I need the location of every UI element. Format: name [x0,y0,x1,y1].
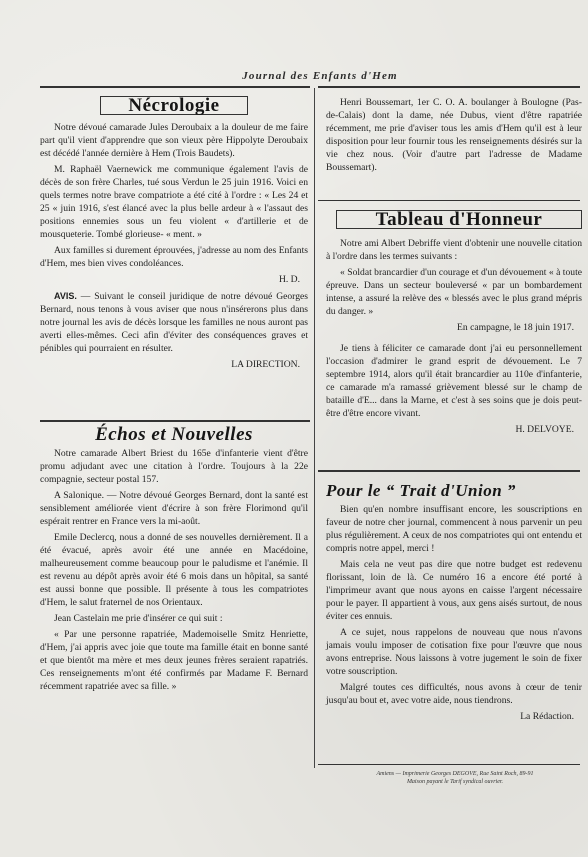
rule-top-right [318,86,580,88]
signature: H. D. [278,274,300,285]
trait-heading: Pour le “ Trait d'Union ” [326,481,516,500]
honneur-paragraph: Je tiens à féliciter ce camarade dont j'ai eu personnellement l'occasion d'admirer le grand esprit de dévouement. Le 7 septembre 1914, alors qu'il était brancardier au 110e d'infanterie, ce camarade m'a ramassé grièvement blessé sur le champ de bataille d'E... dans la Marne, et c'est à ses soins que je dois peut-être d'être encore vivant. [326,343,582,419]
necrologie-paragraph: Notre dévoué camarade Jules Deroubaix a la douleur de me faire part qu'il vient d'apprendre que son vieux père Hippolyte Deroubaix est décédé l'année dernière à Hem (Trois Baudets). [40,122,308,159]
signature: H. DELVOYE. [515,424,574,435]
honneur-heading: Tableau d'Honneur [336,210,582,229]
echos-paragraph: A Salonique. — Notre dévoué Georges Bernard, dont la santé est sensiblement améliorée vient d'écrire à son frère Florimond qu'il espérait rentrer en France vers la mi-août. [40,490,308,527]
avis-label: AVIS. [54,291,77,301]
echos-heading: Échos et Nouvelles [95,424,253,445]
printer-line: Amiens — Imprimerie Georges DEGOVE, Rue Saint Roch, 89-91 [376,771,534,777]
necrologie-paragraph: M. Raphaël Vaernewick me communique également l'avis de décès de son frère Charles, tué sous Verdun le 25 juin 1916. Voici en quels termes notre brave compatriote a été cité à l'ordre : « Les 24 et 25 « juin 1916, s'est élancé avec la plus belle ardeur à « l'assaut des positions ennemies sous un feu violent « d'artillerie et de mousqueterie. Tombé glorieuse- « ment. » [40,164,308,240]
section-rule [318,470,580,472]
trait-paragraph: Mais cela ne veut pas dire que notre budget est redevenu florissant, loin de là. Ce numéro 16 a encore été porté à l'imprimeur avant que nous ayons en caisse l'argent nécessaire pour le payer. Il appartient à vous, aux gens aisés surtout, de nous éviter ces ennuis. [326,559,582,622]
printer-line: Maison payant le Tarif syndical ouvrier. [406,779,504,785]
necrologie-heading: Nécrologie [100,96,248,115]
echos-paragraph: Emile Declercq, nous a donné de ses nouvelles dernièrement. Il a été évacué, après avoir été une année en Macédoine, malheureusement comme beaucoup pour le paludisme et l'anémie. Il est revenu au dépôt après avoir été 6 mois dans un hôpital, sa santé est aussi bonne que possible. Il présente à tous les compatriotes d'Hem, le salut fraternel de nos Orientaux. [40,532,308,608]
echos-paragraph: « Par une personne rapatriée, Mademoiselle Smitz Henriette, d'Hem, j'ai appris avec joie que toute ma famille était en bonne santé et que bientôt ma mère et mes deux jeunes frères seraient rapatriés. Ces renseignements m'ont été confirmés par Madame F. Bernard récemment rapatriée avec sa fille. » [40,629,308,692]
honneur-section [326,210,582,440]
trait-section [326,481,582,727]
avis-text: — Suivant le conseil juridique de notre dévoué Georges Bernard, nous tenons à vous aviser que nous n'insérerons plus dans notre journal les avis de décès lorsque les familles ne nous auront pas averti elles-mêmes. Ceci afin d'éviter des conséquences graves et pénibles qui pourraient en résulter. [40,291,308,354]
left-column [40,96,308,375]
boussemart-paragraph: Henri Boussemart, 1er C. O. A. boulanger à Boulogne (Pas-de-Calais) dont la dame, née Dubus, vient d'être rapatriée récemment, me prie d'aviser tous les amis d'Hem qu'il est à leur disposition pour leur fournir tous les renseignements désirés sur la vie chez nous. (Voir d'autre part l'adresse de Madame Boussemart). [326,97,582,173]
trait-paragraph: A ce sujet, nous rappelons de nouveau que nous n'avons jamais voulu imposer de cotisation fixe pour l'œuvre que nous avons entreprise. Nous laissons à votre jugement le soin de fixer votre souscription. [326,627,582,677]
signature: LA DIRECTION. [231,359,300,370]
trait-paragraph: Bien qu'en nombre insuffisant encore, les souscriptions en faveur de notre cher journal, commencent à nous parvenir un peu plus régulièrement. A ceux de nos compatriotes qui ont entendu et compris notre appel, merci ! [326,504,582,554]
column-divider [314,88,315,768]
signature: La Rédaction. [520,711,574,722]
trait-paragraph: Malgré toutes ces difficultés, nous avons à cœur de tenir jusqu'au bout et, avec votre aide, nous tiendrons. [326,682,582,706]
rule-top-left [40,86,310,88]
necrologie-paragraph: Aux familles si durement éprouvées, j'adresse au nom des Enfants d'Hem, mes bien vives condoléances. [40,245,308,269]
printer-footer [330,770,580,786]
date-line: En campagne, le 18 juin 1917. [457,322,574,333]
right-column [326,96,582,177]
section-rule [318,200,580,201]
section-rule [40,420,310,422]
footer-rule [318,764,580,765]
honneur-paragraph: Notre ami Albert Debriffe vient d'obtenir une nouvelle citation à l'ordre dans les termes suivants : [326,238,582,262]
citation-text: « Soldat brancardier d'un courage et d'un dévouement « à toute épreuve. Dans un secteur bouleversé « par un bombardement intense, a assuré la relève des « blessés avec le plus grand mépris du danger. » [326,267,582,317]
echos-paragraph: Notre camarade Albert Briest du 165e d'infanterie vient d'être promu adjudant avec une citation à l'ordre. Toujours à la 22e compagnie, secteur postal 157. [40,448,308,485]
masthead: Journal des Enfants d'Hem [242,70,398,82]
echos-section [40,424,308,696]
echos-paragraph: Jean Castelain me prie d'insérer ce qui suit : [54,613,223,624]
